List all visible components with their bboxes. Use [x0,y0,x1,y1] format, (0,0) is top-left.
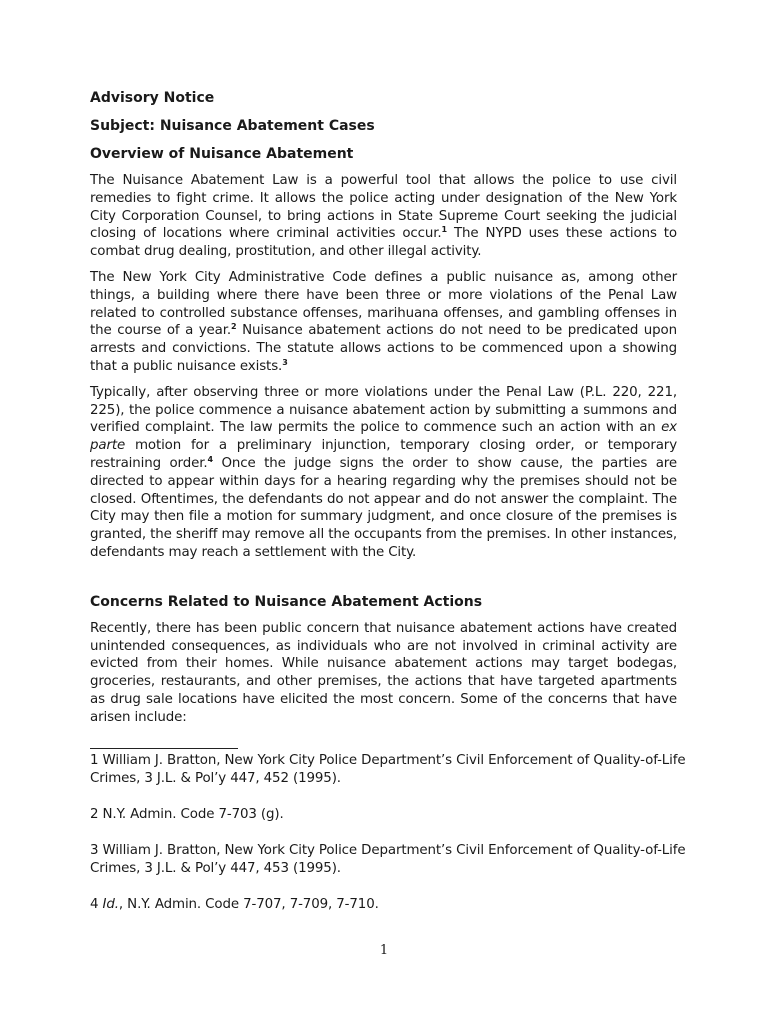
paragraph-text: The Nuisance Abatement Law is a powerful tool that allows the police to use civil remedies to fight crime. It allows the police acting under designation of the New York City Corporation Counsel, to bring actions in State Supreme Court seeking the judicial closing of locations where criminal activities occur. [90,173,677,242]
footnote-ref-4: 4 [207,454,213,464]
document-body [90,88,677,735]
footnote-3: 3 William J. Bratton, New York City Police Department’s Civil Enforcement of Quality-of-Life Crimes, 3 J.L. & Pol’y 447, 453 (1995). [90,843,686,876]
subject-line: Subject: Nuisance Abatement Cases [90,118,375,134]
document-title: Advisory Notice [90,90,215,106]
footnote-ref-3: 3 [282,357,288,367]
paragraph-text: Once the judge signs the order to show cause, the parties are directed to appear within days for a hearing regarding why the premises should not be closed. Oftentimes, the defendants do not appear and do not answer the complaint. The City may then file a motion for summary judgment, and once closure of the premises is granted, the sheriff may remove all the occupants from the premises. In other instances, defendants may reach a settlement with the City. [90,455,677,560]
footnote-4 [90,896,690,914]
paragraph-overview-3 [90,384,677,562]
paragraph-text: motion for a preliminary injunction, temporary closing order, or temporary restraining order. [90,438,677,471]
paragraph-text: The NYPD uses these actions to combat drug dealing, prostitution, and other illegal activity. [90,226,677,260]
italic-term: ex parte [90,420,677,454]
footnote-number: 4 [90,897,103,912]
paragraph-text: Typically, after observing three or more violations under the Penal Law (P.L. 220, 221, 225), the police commence a nuisance abatement action by submitting a summons and verified complaint. The law permits the police to commence such an action with an [90,384,677,436]
footnote-ref-1: 1 [441,225,447,235]
footnote-ref-2: 2 [231,322,237,332]
section-spacer [90,570,677,592]
paragraph-text: Nuisance abatement actions do not need to be predicated upon arrests and convictions. The statute allows actions to be commenced upon a showing that a public nuisance exists. [90,323,677,374]
paragraph-overview-2 [90,269,677,376]
paragraph-text: The New York City Administrative Code defines a public nuisance as, among other things, a building where there have been three or more violations of the Penal Law related to controlled substance offenses, marihuana offenses, and gambling offenses in the course of a year. [90,269,677,339]
overview-heading: Overview of Nuisance Abatement [90,146,354,162]
footnotes [90,752,690,914]
page-number: 1 [379,943,389,958]
footnote-text: , N.Y. Admin. Code 7-707, 7-709, 7-710. [118,897,379,912]
paragraph-concerns: Recently, there has been public concern that nuisance abatement actions have created unintended consequences, as individuals who are not involved in criminal activity are evicted from their homes. While nuisance abatement actions may target bodegas, groceries, restaurants, and other premises, the actions that have targeted apartments as drug sale locations have elicited the most concern. Some of the concerns that have arisen include: [90,620,677,725]
footnote-1: 1 William J. Bratton, New York City Police Department’s Civil Enforcement of Quality-of-Life Crimes, 3 J.L. & Pol’y 447, 452 (1995). [90,753,686,786]
footnote-2: 2 N.Y. Admin. Code 7-703 (g). [90,807,284,822]
concerns-heading: Concerns Related to Nuisance Abatement Actions [90,593,483,610]
italic-term: Id. [102,897,119,912]
paragraph-overview-1 [90,172,677,261]
footnote-separator [90,748,238,749]
